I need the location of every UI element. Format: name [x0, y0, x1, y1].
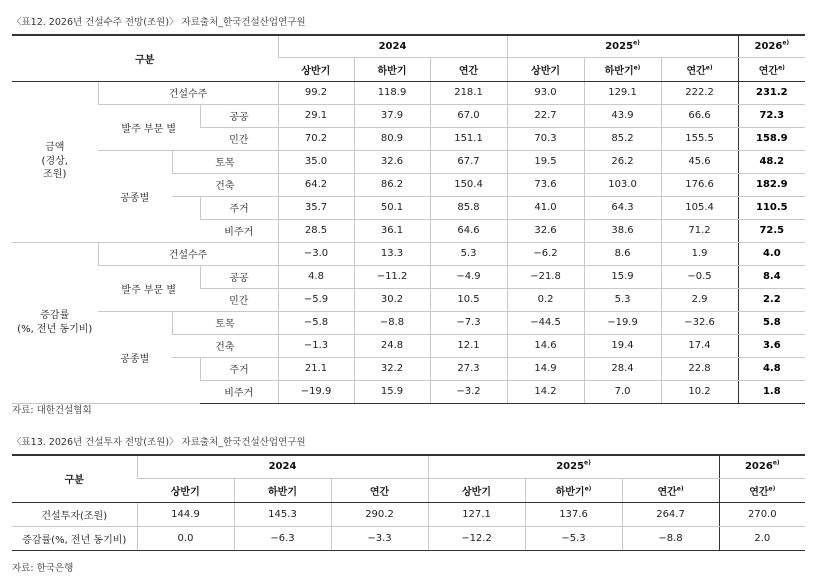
cell: 150.4	[430, 173, 507, 196]
cell: 71.2	[661, 219, 738, 242]
cell: 17.4	[661, 334, 738, 357]
row-label-by-client: 발주 부문 별	[98, 104, 200, 150]
cell: 4.8	[738, 357, 805, 380]
cell: 118.9	[354, 81, 430, 104]
row-label-total: 건설수주	[98, 81, 278, 104]
cell: 32.2	[354, 357, 430, 380]
cell: 12.1	[430, 334, 507, 357]
cell: 72.3	[738, 104, 805, 127]
cell: 72.5	[738, 219, 805, 242]
cell: 105.4	[661, 196, 738, 219]
cell: 22.7	[507, 104, 584, 127]
header-2024-annual: 연간	[430, 57, 507, 81]
header-year-2025: 2025$^{e)}$	[428, 455, 719, 478]
cell: 2.9	[661, 288, 738, 311]
table13-source: 자료: 한국은행	[12, 563, 74, 574]
group-change-label: 증감률 (%, 전년 동기비)	[12, 242, 98, 403]
cell: 19.5	[507, 150, 584, 173]
cell: 145.3	[234, 502, 331, 526]
cell: −44.5	[507, 311, 584, 334]
cell: 99.2	[278, 81, 354, 104]
cell: −6.3	[234, 526, 331, 550]
cell: 0.0	[137, 526, 234, 550]
cell: 176.6	[661, 173, 738, 196]
cell: 5.3	[430, 242, 507, 265]
cell: 67.0	[430, 104, 507, 127]
cell: 43.9	[584, 104, 661, 127]
cell: 80.9	[354, 127, 430, 150]
row-label-housing: 주거	[200, 357, 278, 380]
cell: 3.6	[738, 334, 805, 357]
cell: 158.9	[738, 127, 805, 150]
header-year-2025: 2025$^{e)}$	[507, 35, 738, 57]
row-label-housing: 주거	[200, 196, 278, 219]
cell: −5.8	[278, 311, 354, 334]
cell: 231.2	[738, 81, 805, 104]
cell: 32.6	[354, 150, 430, 173]
cell: 137.6	[525, 502, 622, 526]
table12-source: 자료: 대한건설협회	[12, 405, 92, 416]
indent-spacer	[172, 196, 200, 242]
cell: 26.2	[584, 150, 661, 173]
header-year-2026: 2026$^{e)}$	[738, 35, 805, 57]
cell: 37.9	[354, 104, 430, 127]
cell: −7.3	[430, 311, 507, 334]
cell: 218.1	[430, 81, 507, 104]
cell: 127.1	[428, 502, 525, 526]
header-2025-h1: 상반기	[428, 478, 525, 502]
cell: 24.8	[354, 334, 430, 357]
cell: −5.3	[525, 526, 622, 550]
cell: 290.2	[331, 502, 428, 526]
cell: 270.0	[719, 502, 805, 526]
header-category: 구분	[12, 455, 137, 502]
cell: 2.2	[738, 288, 805, 311]
row-label-public: 공공	[200, 265, 278, 288]
cell: −1.3	[278, 334, 354, 357]
cell: 8.4	[738, 265, 805, 288]
table-row	[12, 311, 805, 334]
cell: −5.9	[278, 288, 354, 311]
cell: −6.2	[507, 242, 584, 265]
table-row	[12, 502, 805, 526]
cell: 10.2	[661, 380, 738, 403]
cell: 1.9	[661, 242, 738, 265]
cell: 93.0	[507, 81, 584, 104]
cell: 67.7	[430, 150, 507, 173]
header-year-2026: 2026$^{e)}$	[719, 455, 805, 478]
cell: 14.2	[507, 380, 584, 403]
header-year-2024: 2024	[278, 35, 507, 57]
cell: 182.9	[738, 173, 805, 196]
cell: 85.2	[584, 127, 661, 150]
cell: 86.2	[354, 173, 430, 196]
cell: 45.6	[661, 150, 738, 173]
row-label-by-type: 공종별	[98, 150, 172, 242]
row-label-building: 건축	[172, 173, 278, 196]
cell: −8.8	[354, 311, 430, 334]
cell: 30.2	[354, 288, 430, 311]
row-label-nonhousing: 비주거	[200, 219, 278, 242]
header-2026-annual: 연간$^{e)}$	[719, 478, 805, 502]
cell: 41.0	[507, 196, 584, 219]
construction-orders-table	[12, 34, 805, 404]
cell: 22.8	[661, 357, 738, 380]
header-category: 구분	[12, 35, 278, 81]
cell: 144.9	[137, 502, 234, 526]
cell: 14.6	[507, 334, 584, 357]
cell: −0.5	[661, 265, 738, 288]
row-label-by-client: 발주 부문 별	[98, 265, 200, 311]
cell: 38.6	[584, 219, 661, 242]
header-year-2024: 2024	[137, 455, 428, 478]
row-label-building: 건축	[172, 334, 278, 357]
cell: −11.2	[354, 265, 430, 288]
row-label-total: 건설수주	[98, 242, 278, 265]
construction-investment-table	[12, 454, 805, 551]
header-2025-h1: 상반기	[507, 57, 584, 81]
cell: 10.5	[430, 288, 507, 311]
cell: 27.3	[430, 357, 507, 380]
cell: 21.1	[278, 357, 354, 380]
header-2024-h2: 하반기	[234, 478, 331, 502]
row-label-nonhousing: 비주거	[200, 380, 278, 403]
header-2025-h2: 하반기$^{e)}$	[584, 57, 661, 81]
cell: 5.8	[738, 311, 805, 334]
cell: 19.4	[584, 334, 661, 357]
cell: 85.8	[430, 196, 507, 219]
header-2025-annual: 연간$^{e)}$	[661, 57, 738, 81]
cell: 7.0	[584, 380, 661, 403]
table12-caption: 〈표12. 2026년 건설수주 전망(조원)〉 자료출처_한국건설산업연구원	[12, 17, 306, 28]
row-label-private: 민간	[200, 288, 278, 311]
cell: −3.0	[278, 242, 354, 265]
cell: −19.9	[584, 311, 661, 334]
header-2025-annual: 연간$^{e)}$	[622, 478, 719, 502]
header-2026-annual: 연간$^{e)}$	[738, 57, 805, 81]
row-label-civil: 토목	[172, 150, 278, 173]
table-row	[12, 81, 805, 104]
header-2024-annual: 연간	[331, 478, 428, 502]
row-label-private: 민간	[200, 127, 278, 150]
cell: −8.8	[622, 526, 719, 550]
cell: 35.0	[278, 150, 354, 173]
cell: 103.0	[584, 173, 661, 196]
cell: 36.1	[354, 219, 430, 242]
header-2024-h2: 하반기	[354, 57, 430, 81]
row-label-civil: 토목	[172, 311, 278, 334]
cell: 70.3	[507, 127, 584, 150]
cell: 64.3	[584, 196, 661, 219]
cell: 66.6	[661, 104, 738, 127]
cell: 35.7	[278, 196, 354, 219]
cell: −32.6	[661, 311, 738, 334]
cell: −3.2	[430, 380, 507, 403]
header-2025-h2: 하반기$^{e)}$	[525, 478, 622, 502]
table-row	[12, 265, 805, 288]
cell: 28.4	[584, 357, 661, 380]
cell: 14.9	[507, 357, 584, 380]
table-row	[12, 526, 805, 550]
row-label-public: 공공	[200, 104, 278, 127]
cell: 64.2	[278, 173, 354, 196]
cell: 64.6	[430, 219, 507, 242]
cell: 264.7	[622, 502, 719, 526]
cell: 0.2	[507, 288, 584, 311]
header-2024-h1: 상반기	[137, 478, 234, 502]
table-row	[12, 150, 805, 173]
indent-spacer	[172, 357, 200, 403]
row-label-growth: 증감률(%, 전년 동기비)	[12, 526, 137, 550]
cell: 155.5	[661, 127, 738, 150]
cell: 29.1	[278, 104, 354, 127]
group-amount-label: 금액 (경상, 조원)	[12, 81, 98, 242]
header-2024-h1: 상반기	[278, 57, 354, 81]
cell: 28.5	[278, 219, 354, 242]
cell: 32.6	[507, 219, 584, 242]
cell: 13.3	[354, 242, 430, 265]
cell: 2.0	[719, 526, 805, 550]
cell: 222.2	[661, 81, 738, 104]
cell: 5.3	[584, 288, 661, 311]
table-row	[12, 104, 805, 127]
cell: 4.8	[278, 265, 354, 288]
cell: 1.8	[738, 380, 805, 403]
cell: 129.1	[584, 81, 661, 104]
table-row	[12, 242, 805, 265]
row-label-investment: 건설투자(조원)	[12, 502, 137, 526]
cell: 70.2	[278, 127, 354, 150]
cell: −4.9	[430, 265, 507, 288]
cell: −21.8	[507, 265, 584, 288]
cell: 48.2	[738, 150, 805, 173]
cell: 110.5	[738, 196, 805, 219]
cell: 151.1	[430, 127, 507, 150]
row-label-by-type: 공종별	[98, 311, 172, 403]
cell: 15.9	[354, 380, 430, 403]
cell: 50.1	[354, 196, 430, 219]
cell: 8.6	[584, 242, 661, 265]
cell: 73.6	[507, 173, 584, 196]
cell: 15.9	[584, 265, 661, 288]
table13-caption: 〈표13. 2026년 건설투자 전망(조원)〉 자료출처_한국건설산업연구원	[12, 437, 306, 448]
cell: −12.2	[428, 526, 525, 550]
cell: −19.9	[278, 380, 354, 403]
cell: −3.3	[331, 526, 428, 550]
cell: 4.0	[738, 242, 805, 265]
